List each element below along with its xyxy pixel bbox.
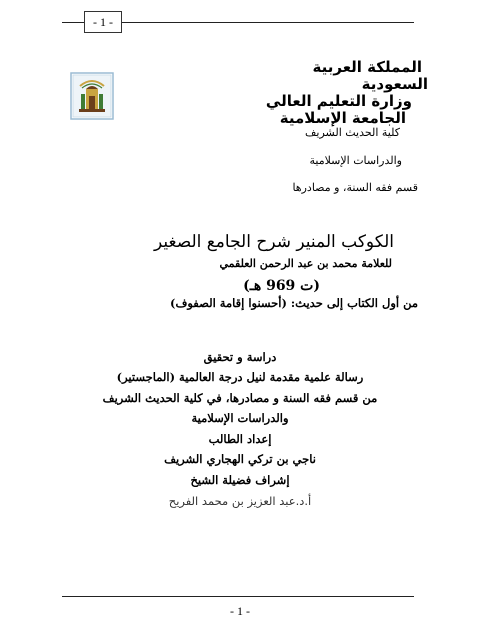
header-page-number: - 1 -	[84, 11, 122, 33]
university-emblem-icon	[70, 72, 114, 120]
editing-range: من أول الكتاب إلى حديث: (أحسنوا إقامة الصفوف)	[170, 296, 418, 310]
footer-rule	[62, 596, 414, 597]
ministry-line-3: وزارة التعليم العالي	[265, 92, 412, 110]
author-death-date: (ت 969 هـ)	[243, 278, 320, 294]
ministry-block	[222, 58, 428, 127]
ministry-line-1: المملكة العربية	[312, 58, 422, 76]
footer-page-number: - 1 -	[230, 604, 250, 618]
ministry-line-4: الجامعة الإسلامية	[279, 109, 406, 127]
prepared-by-label: إعداد الطالب	[208, 432, 272, 446]
college-name: كلية الحديث الشريف	[305, 126, 400, 139]
book-author: للعلامة محمد بن عبد الرحمن العلقمي	[219, 257, 392, 270]
book-title: الكوكب المنير شرح الجامع الصغير	[153, 232, 394, 252]
department-line: من قسم فقه السنة و مصادرها، في كلية الحديث الشريف	[102, 391, 378, 405]
degree-line: رسالة علمية مقدمة لنيل درجة العالمية (الماجستير)	[116, 370, 364, 384]
supervisor-label: إشراف فضيلة الشيخ	[190, 473, 290, 487]
ministry-line-2: السعودية	[361, 75, 428, 93]
student-name: ناجي بن تركي الهجاري الشريف	[164, 452, 316, 466]
department-name: قسم فقه السنة، و مصادرها	[292, 181, 418, 194]
college-name-2: والدراسات الإسلامية	[309, 154, 402, 167]
study-type: دراسة و تحقيق	[203, 350, 277, 364]
department-line-2: والدراسات الإسلامية	[191, 411, 289, 425]
supervisor-name: أ.د.عبد العزيز بن محمد الفريح	[168, 494, 312, 508]
